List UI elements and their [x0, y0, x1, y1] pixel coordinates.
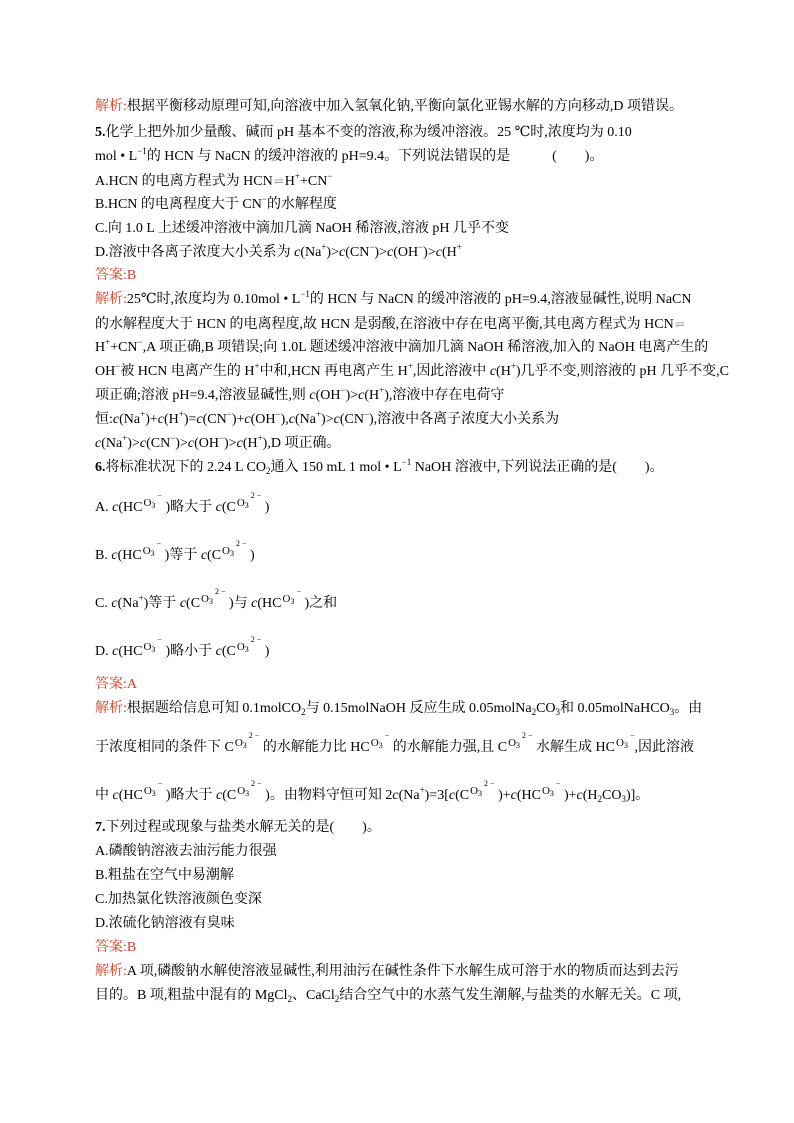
text-run: 的 HCN 与 NaCN 的缓冲溶液的 pH=9.4。下列说法错误的是 ( )。: [146, 149, 604, 164]
concentration-symbol: c: [179, 596, 187, 611]
question-6-explanation: [95, 697, 735, 817]
text-run: 25℃时,浓度均为 0.10mol • L: [126, 292, 301, 307]
concentration-symbol: c: [392, 788, 399, 803]
section-label: 解析:: [95, 701, 127, 716]
question-7-explanation-line: [95, 984, 735, 1008]
formula-subscript: 3: [230, 549, 234, 558]
formula-charge: 2 −: [214, 587, 226, 596]
previous-explanation: [95, 95, 735, 119]
question-5-answer-line: [95, 264, 735, 288]
section-label: 解析:: [95, 292, 127, 307]
text-run: 水解生成 HC: [532, 740, 615, 755]
question-7-line: [95, 816, 735, 840]
text-run: (C: [221, 644, 236, 659]
formula-part: O: [282, 593, 291, 605]
concentration-symbol: c: [510, 788, 517, 803]
concentration-symbol: c: [435, 245, 442, 260]
text-run: (HC: [257, 596, 282, 611]
formula-part: O: [370, 737, 379, 749]
superscript: −1: [300, 289, 310, 299]
question-number: 6.: [95, 460, 106, 475]
superscript: −: [340, 385, 346, 395]
formula-part: O: [616, 737, 624, 749]
text-run: )=: [183, 412, 197, 427]
text-run: 目的。B 项,粗盐中混有的 MgCl: [95, 988, 288, 1003]
text-run: (HC: [118, 644, 143, 659]
text-run: A 项,磷酸钠水解使溶液显碱性,利用油污在碱性条件下水解生成可溶于水的物质而达到去污: [126, 964, 679, 979]
question-7-answer-line: [95, 936, 735, 960]
text-run: 的 HCN 与 NaCN 的缓冲溶液的 pH=9.4,溶液显碱性,说明 NaCN: [309, 292, 692, 307]
superscript: −: [137, 337, 143, 347]
superscript: +: [105, 337, 111, 347]
text-run: )+: [494, 788, 511, 803]
formula-charge: −: [157, 491, 162, 500]
text-run: (C: [207, 548, 222, 563]
superscript: +: [315, 409, 322, 419]
formula-subscript: 3: [245, 789, 250, 798]
formula-subscript: 3: [290, 597, 295, 606]
concentration-symbol: c: [333, 412, 340, 427]
text-run: )与: [225, 596, 252, 611]
formula-charge: 2 −: [484, 779, 495, 788]
question-6-stem-line: [95, 456, 735, 480]
formula-subscript: 3: [151, 789, 156, 798]
text-run: )。由物料守恒可知 2: [261, 788, 393, 803]
concentration-symbol: c: [157, 412, 164, 427]
text-run: (Na: [101, 436, 123, 451]
subscript: 3: [555, 707, 561, 717]
formula-part: O: [142, 545, 151, 557]
text-run: )>: [175, 436, 188, 451]
subscript: 2: [301, 707, 306, 717]
text-run: C.加热氯化铁溶液颜色变深: [95, 892, 262, 907]
text-run: (C: [222, 788, 237, 803]
text-run: +CN: [300, 174, 328, 189]
subscript: 2: [265, 466, 271, 476]
text-run: +CN: [110, 340, 138, 355]
superscript: +: [407, 361, 413, 371]
text-run: (H: [364, 388, 380, 403]
text-run: (Na: [117, 596, 139, 611]
concentration-symbol: c: [112, 788, 119, 803]
text-run: (H: [242, 436, 258, 451]
superscript: +: [122, 433, 128, 443]
section-label: 答案:B: [95, 268, 137, 283]
text-run: )+: [145, 412, 158, 427]
text-run: 根据题给信息可知 0.1molCO: [126, 701, 302, 716]
question-7-answer: [95, 936, 735, 960]
text-run: (OH: [393, 245, 419, 260]
text-run: CO: [536, 701, 556, 716]
question-6-options-line: [95, 484, 735, 532]
text-run: )>: [127, 436, 140, 451]
text-run: 中: [95, 788, 113, 803]
superscript: −: [170, 433, 176, 443]
formula-charge: −: [555, 779, 561, 788]
text-run: )>: [326, 245, 339, 260]
text-run: 通入 150 mL 1 mol • L: [270, 460, 402, 475]
question-6-options-line: [95, 580, 735, 628]
question-5-explanation-line: [95, 432, 735, 456]
concentration-symbol: c: [215, 644, 222, 659]
question-6-explanation-line: [95, 721, 735, 775]
text-run: H: [95, 340, 106, 355]
text-run: 被 HCN 电离产生的 H: [120, 364, 255, 379]
previous-explanation-line: [95, 95, 735, 119]
superscript: −1: [401, 457, 412, 467]
text-run: (H: [496, 364, 511, 379]
equilibrium-arrow: ⇌: [674, 317, 685, 331]
subscript: 2: [334, 994, 340, 1004]
text-run: )等于: [161, 548, 201, 563]
concentration-symbol: c: [576, 788, 583, 803]
formula-part: O: [541, 785, 550, 797]
question-7-line: [95, 912, 735, 936]
text-run: (OH: [315, 388, 341, 403]
question-6-explanation-line: [95, 775, 735, 817]
text-run: )+: [231, 412, 245, 427]
section-label: 解析:: [95, 964, 127, 979]
text-run: )>: [374, 245, 387, 260]
superscript: −: [261, 194, 267, 204]
question-5-line: [95, 169, 735, 193]
subscript: 3: [621, 794, 626, 804]
superscript: −: [218, 433, 225, 443]
text-run: A.HCN 的电离方程式为 HCN: [95, 174, 273, 189]
concentration-symbol: c: [244, 412, 251, 427]
subscript: 2: [287, 994, 293, 1004]
concentration-symbol: c: [489, 364, 497, 379]
text-run: 与 0.15molNaOH 反应生成 0.05molNa: [305, 701, 532, 716]
question-5-explanation-line: [95, 384, 735, 408]
text-run: )略大于: [162, 788, 216, 803]
formula-subscript: 3: [244, 645, 249, 654]
text-run: D.: [95, 644, 113, 659]
text-run: 的水解能力强,且 C: [389, 740, 508, 755]
formula-part: O: [143, 641, 152, 653]
text-run: 的水解程度大于 HCN 的电离程度,故 HCN 是弱酸,在溶液中存在电离平衡,其电离方程式为 HCN: [95, 317, 674, 332]
text-run: )]。: [625, 788, 650, 803]
text-run: (Na: [398, 788, 420, 803]
question-5-explanation-line: [95, 408, 735, 432]
text-run: ,因此溶液中: [412, 364, 490, 379]
superscript: +: [321, 242, 327, 252]
question-5-line: [95, 241, 735, 265]
text-run: 恒:: [95, 412, 113, 427]
question-5-explanation-line: [95, 360, 735, 384]
text-run: (CN: [202, 412, 227, 427]
formula-part: O: [143, 785, 152, 797]
text-run: (OH: [194, 436, 219, 451]
concentration-symbol: c: [294, 245, 301, 260]
text-run: ): [261, 500, 270, 515]
text-run: mol • L: [95, 149, 138, 164]
formula-charge: −: [156, 539, 162, 548]
text-run: (CN: [146, 436, 171, 451]
text-run: ),溶液中各离子浓度大小关系为: [369, 412, 560, 427]
question-5-answer: [95, 264, 735, 288]
text-run: ),: [280, 412, 289, 427]
question-5-explanation-line: [95, 312, 735, 336]
concentration-symbol: c: [251, 596, 258, 611]
question-5-line: [95, 217, 735, 241]
concentration-symbol: c: [112, 500, 119, 515]
formula-subscript: 3: [150, 549, 155, 558]
superscript: +: [178, 409, 184, 419]
concentration-symbol: c: [112, 412, 120, 427]
text-run: 将标准状况下的 2.24 L CO: [105, 460, 266, 475]
formula-part: O: [201, 593, 209, 605]
text-run: )等于: [143, 596, 180, 611]
concentration-symbol: c: [309, 388, 316, 403]
formula-part: O: [236, 497, 245, 509]
subscript: 2: [597, 794, 602, 804]
formula-charge: −: [157, 635, 162, 644]
text-run: (C: [455, 788, 470, 803]
text-run: 项正确;溶液 pH=9.4,溶液显碱性,则: [95, 388, 310, 403]
text-run: )+: [560, 788, 577, 803]
text-run: )略小于: [161, 644, 216, 659]
text-run: 、CaCl: [292, 988, 335, 1003]
superscript: +: [419, 785, 425, 795]
superscript: +: [379, 385, 385, 395]
text-run: )>: [423, 245, 436, 260]
superscript: +: [294, 171, 300, 181]
text-run: B.粗盐在空气中易潮解: [95, 868, 234, 883]
question-7-line: [95, 840, 735, 864]
superscript: −1: [137, 146, 147, 156]
formula-part: O: [234, 737, 243, 749]
formula-part: O: [237, 785, 246, 797]
superscript: −: [226, 409, 232, 419]
text-run: NaOH 溶液中,下列说法正确的是( )。: [411, 460, 664, 475]
concentration-symbol: c: [112, 644, 119, 659]
question-7-line: [95, 888, 735, 912]
question-6-answer: [95, 673, 735, 697]
superscript: +: [510, 361, 516, 371]
text-run: A.磷酸钠溶液去油污能力很强: [95, 844, 277, 859]
question-5-line: [95, 193, 735, 217]
superscript: −: [327, 171, 333, 181]
text-run: (C: [186, 596, 201, 611]
section-label: 答案:B: [95, 940, 137, 955]
text-run: (CN: [339, 412, 364, 427]
text-run: (HC: [516, 788, 541, 803]
formula-charge: −: [629, 731, 635, 740]
formula-charge: 2 −: [248, 731, 260, 740]
text-run: H: [284, 174, 295, 189]
text-run: 中和,HCN 再电离产生 H: [259, 364, 408, 379]
text-run: (OH: [250, 412, 276, 427]
text-run: (Na: [119, 412, 141, 427]
text-run: (HC: [118, 500, 143, 515]
text-run: (H: [441, 245, 457, 260]
concentration-symbol: c: [338, 245, 346, 260]
question-6-answer-line: [95, 673, 735, 697]
concentration-symbol: c: [200, 548, 208, 563]
text-run: 于浓度相同的条件下 C: [95, 740, 234, 755]
equilibrium-arrow: ⇌: [273, 174, 284, 188]
subscript: 2: [531, 707, 537, 717]
text-run: )>: [321, 412, 334, 427]
question-number: 7.: [95, 820, 106, 835]
superscript: −: [418, 242, 424, 252]
text-run: (H: [582, 788, 598, 803]
formula-charge: −: [157, 779, 163, 788]
formula-charge: 2 −: [250, 491, 262, 500]
concentration-symbol: c: [187, 436, 195, 451]
question-6-options: [95, 484, 735, 676]
formula-subscript: 3: [378, 741, 383, 750]
concentration-symbol: c: [448, 788, 456, 803]
question-6-options-line: [95, 628, 735, 676]
formula-subscript: 3: [151, 645, 156, 654]
text-run: 结合空气中的水蒸气发生潮解,与盐类的水解无关。C 项,: [339, 988, 682, 1003]
concentration-symbol: c: [358, 388, 365, 403]
text-run: A.: [95, 500, 113, 515]
formula-part: O: [222, 545, 230, 557]
formula-subscript: 3: [244, 501, 249, 510]
subscript: 3: [669, 707, 675, 717]
superscript: −: [369, 242, 375, 252]
text-run: )>: [224, 436, 237, 451]
text-run: )之和: [300, 596, 338, 611]
formula-subscript: 3: [516, 741, 521, 750]
question-7: [95, 816, 735, 936]
superscript: −: [363, 409, 370, 419]
text-run: (H: [163, 412, 179, 427]
formula-charge: 2 −: [236, 539, 247, 548]
question-6-stem: [95, 456, 735, 480]
concentration-symbol: c: [196, 412, 203, 427]
concentration-symbol: c: [386, 245, 394, 260]
text-run: ),溶液中存在电荷守: [384, 388, 505, 403]
text-run: 的水解程度: [266, 197, 337, 212]
question-7-line: [95, 864, 735, 888]
formula-subscript: 3: [242, 741, 247, 750]
concentration-symbol: c: [236, 436, 243, 451]
concentration-symbol: c: [215, 788, 223, 803]
text-run: OH: [95, 364, 116, 379]
text-run: ): [261, 644, 270, 659]
text-run: (HC: [118, 788, 143, 803]
text-run: )>: [345, 388, 359, 403]
text-run: 和 0.05molNaHCO: [560, 701, 670, 716]
question-7-explanation: [95, 960, 735, 1008]
formula-subscript: 3: [208, 597, 213, 606]
text-run: C.向 1.0 L 上述缓冲溶液中滴加几滴 NaOH 稀溶液,溶液 pH 几乎不变: [95, 221, 510, 236]
text-run: ,A 项正确,B 项错误;向 1.0L 题述缓冲溶液中滴加几滴 NaOH 稀溶液,加入的 NaOH 电离产生的: [142, 340, 709, 355]
superscript: +: [138, 593, 144, 603]
concentration-symbol: c: [139, 436, 147, 451]
text-run: (CN: [345, 245, 370, 260]
text-run: B.HCN 的电离程度大于 CN: [95, 197, 262, 212]
formula-subscript: 3: [549, 789, 554, 798]
text-run: 下列过程或现象与盐类水解无关的是( )。: [105, 820, 381, 835]
formula-part: O: [470, 785, 479, 797]
concentration-symbol: c: [111, 596, 118, 611]
text-run: CO: [602, 788, 622, 803]
formula-charge: 2 −: [522, 731, 533, 740]
superscript: −: [115, 361, 121, 371]
text-run: (Na: [300, 245, 322, 260]
section-label: 答案:A: [95, 677, 137, 692]
question-5-explanation-line: [95, 336, 735, 360]
text-run: )=3[: [424, 788, 449, 803]
formula-charge: −: [296, 587, 301, 596]
text-run: 。由: [674, 701, 703, 716]
text-run: )几乎不变,则溶液的 pH 几乎不变,C: [515, 364, 730, 379]
text-run: 根据平衡移动原理可知,向溶液中加入氢氧化钠,平衡向氯化亚锡水解的方向移动,D 项错误。: [126, 99, 683, 114]
concentration-symbol: c: [111, 548, 118, 563]
formula-part: O: [508, 737, 517, 749]
question-6-options-line: [95, 532, 735, 580]
concentration-symbol: c: [215, 500, 222, 515]
question-5-line: [95, 145, 735, 169]
text-run: ,因此溶液: [634, 740, 694, 755]
question-5: [95, 121, 735, 265]
concentration-symbol: c: [95, 436, 102, 451]
concentration-symbol: c: [288, 412, 295, 427]
text-run: 化学上把外加少量酸、碱而 pH 基本不变的溶液,称为缓冲溶液。25 ℃时,浓度均为 0.10: [105, 125, 632, 140]
question-5-line: [95, 121, 735, 145]
question-6-explanation-line: [95, 697, 735, 721]
text-run: C.: [95, 596, 112, 611]
question-5-explanation-line: [95, 288, 735, 312]
formula-charge: 2 −: [250, 635, 262, 644]
text-run: )略大于: [161, 500, 216, 515]
text-run: 的水解能力比 HC: [259, 740, 370, 755]
question-7-explanation-line: [95, 960, 735, 984]
text-run: (Na: [294, 412, 316, 427]
section-label: 解析:: [95, 99, 127, 114]
formula-part: O: [236, 641, 245, 653]
superscript: +: [140, 409, 146, 419]
superscript: +: [456, 242, 462, 252]
formula-subscript: 3: [151, 501, 156, 510]
formula-charge: −: [384, 731, 390, 740]
text-run: D.溶液中各离子浓度大小关系为: [95, 245, 295, 260]
formula-part: O: [143, 497, 152, 509]
formula-subscript: 3: [623, 741, 628, 750]
formula-subscript: 3: [478, 789, 483, 798]
superscript: +: [257, 433, 263, 443]
text-run: (HC: [117, 548, 142, 563]
text-run: ),D 项正确。: [262, 436, 341, 451]
formula-charge: 2 −: [251, 779, 262, 788]
text-run: B.: [95, 548, 112, 563]
question-5-explanation: [95, 288, 735, 456]
superscript: −: [275, 409, 281, 419]
text-run: ): [246, 548, 255, 563]
text-run: (C: [221, 500, 236, 515]
question-number: 5.: [95, 125, 106, 140]
superscript: +: [254, 361, 260, 371]
text-run: D.浓硫化钠溶液有臭味: [95, 916, 235, 931]
